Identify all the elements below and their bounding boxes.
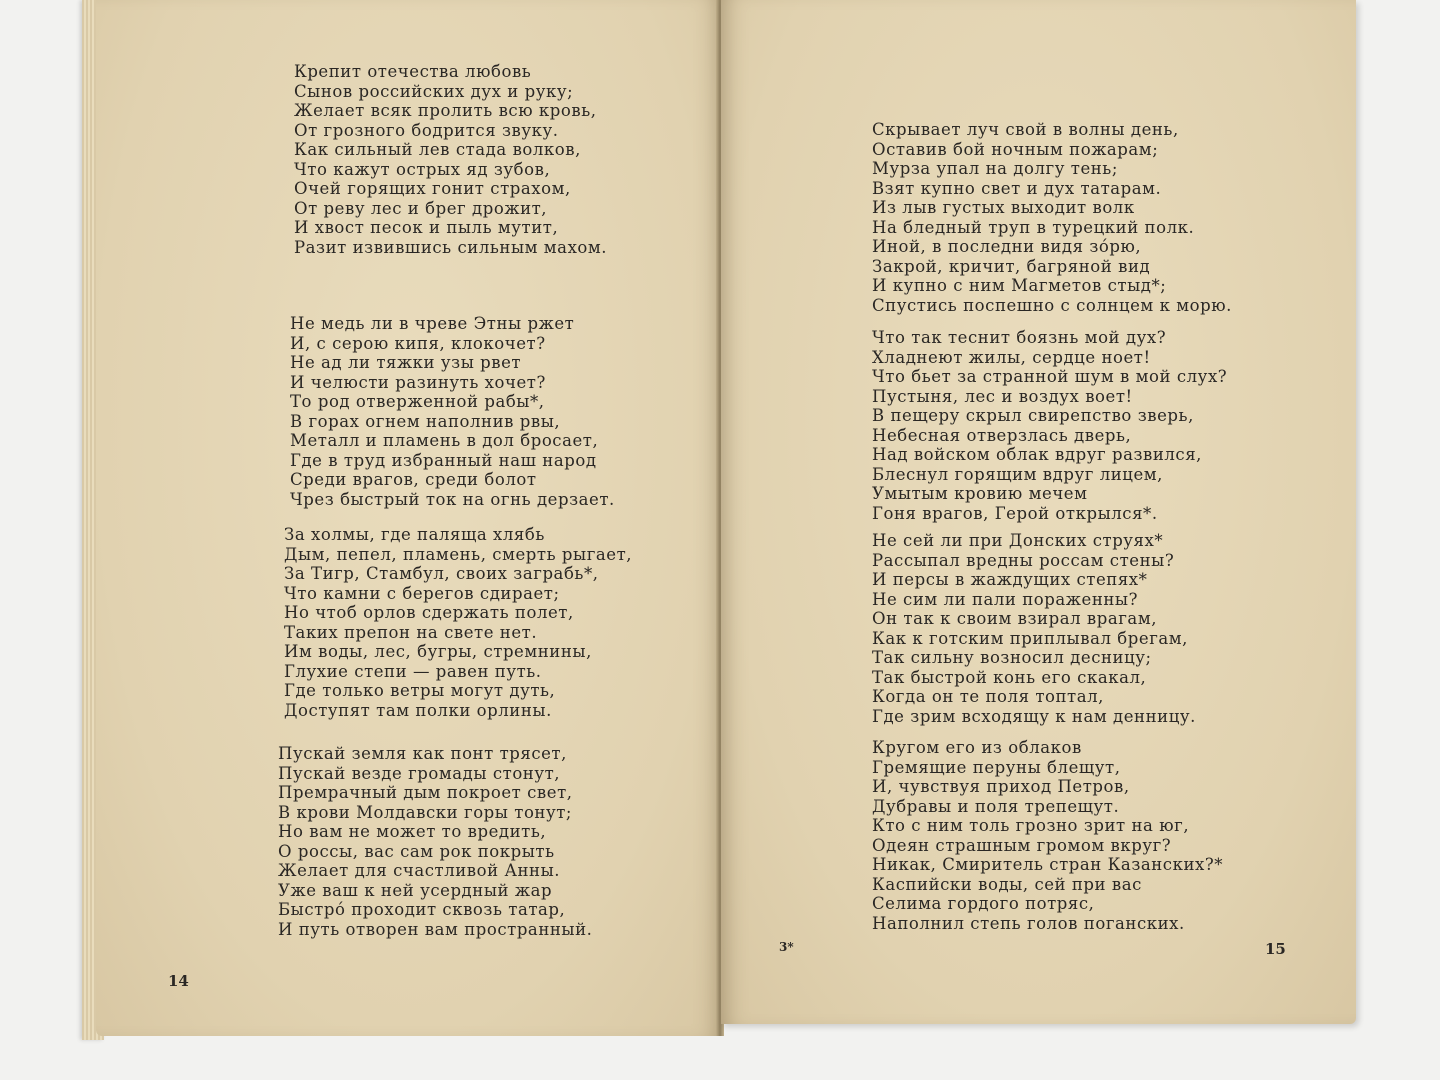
poem-line: Иной, в последни видя зо́рю, (872, 237, 1142, 256)
poem-line: Оставив бой ночным пожарам; (872, 139, 1159, 159)
poem-line: Среди врагов, среди болот (290, 470, 537, 489)
poem-line: Где в труд избранный наш народ (290, 450, 597, 470)
poem-line: Не сей ли при Донских струях* (872, 531, 1164, 550)
poem-line: Спустись поспешно с солнцем к морю. (872, 295, 1232, 315)
poem-line: Взят купно свет и дух татарам. (872, 178, 1162, 198)
poem-line: Что камни с берегов сдирает; (284, 583, 560, 603)
poem-line: Блеснул горящим вдруг лицем, (872, 464, 1163, 484)
poem-line: Доступят там полки орлины. (284, 700, 552, 720)
page-number-right: 15 (1265, 940, 1286, 958)
poem-line: Пускай земля как понт трясет, (278, 744, 567, 763)
poem-line: Как сильный лев стада волков, (294, 140, 581, 159)
poem-line: Не медь ли в чреве Этны ржет (290, 314, 575, 333)
poem-line: От реву лес и брег дрожит, (294, 198, 548, 218)
poem-line: Крепит отечества любовь (294, 62, 532, 81)
poem-line: Сынов российских дух и руку; (294, 81, 574, 101)
poem-line: Небесная отверзлась дверь, (872, 425, 1132, 445)
poem-line: Когда он те поля топтал, (872, 687, 1104, 706)
left-stanza-1 (294, 62, 607, 257)
poem-line: Кто с ним толь грозно зрит на юг, (872, 816, 1190, 835)
poem-line: Уже ваш к ней усердный жар (278, 880, 553, 900)
right-stanza-4 (872, 738, 1223, 933)
poem-line: Быстро́ проходит сквозь татар, (278, 900, 566, 919)
poem-line: И, чувствуя приход Петров, (872, 777, 1130, 796)
page-number-left: 14 (168, 972, 189, 990)
right-page (721, 0, 1356, 1024)
poem-line: Хладнеют жилы, сердце ноет! (872, 347, 1151, 367)
poem-line: И хвост песок и пыль мутит, (294, 218, 559, 237)
left-stanza-4 (278, 744, 592, 939)
poem-line: Над войском облак вдруг развился, (872, 445, 1202, 464)
poem-line: Как к готским приплывал брегам, (872, 628, 1188, 648)
left-stanza-3 (284, 525, 632, 720)
poem-line: Никак, Смиритель стран Казанских?* (872, 855, 1224, 874)
poem-line: От грозного бодрится звуку. (294, 120, 559, 140)
poem-line: Рассыпал вредны россам стены? (872, 550, 1175, 570)
left-page (96, 0, 721, 1036)
poem-line: Одеян страшным громом вкруг? (872, 835, 1172, 855)
poem-line: Металл и пламень в дол бросает, (290, 431, 599, 450)
poem-line: Где зрим всходящу к нам денницу. (872, 706, 1196, 726)
right-stanza-2 (872, 328, 1227, 523)
signature-mark: 3* (779, 940, 794, 954)
poem-line: Не сим ли пали пораженны? (872, 589, 1138, 609)
poem-line: Желает для счастливой Анны. (278, 861, 561, 880)
poem-line: Кругом его из облаков (872, 738, 1082, 757)
poem-line: То род отверженной рабы*, (290, 392, 545, 411)
poem-line: Не ад ли тяжки узы рвет (290, 353, 522, 372)
poem-line: Им воды, лес, бугры, стремнины, (284, 642, 592, 661)
poem-line: Умытым кровию мечем (872, 484, 1088, 503)
poem-line: Так сильну возносил десницу; (872, 648, 1152, 667)
poem-line: Где только ветры могут дуть, (284, 681, 556, 700)
poem-line: Он так к своим взирал врагам, (872, 609, 1158, 628)
poem-line: На бледный труп в турецкий полк. (872, 217, 1195, 237)
poem-line: Пускай везде громады стонут, (278, 763, 561, 783)
poem-line: Дубравы и поля трепещут. (872, 796, 1120, 816)
poem-line: Глухие степи — равен путь. (284, 661, 542, 681)
left-stanza-2 (290, 314, 615, 509)
poem-line: Дым, пепел, пламень, смерть рыгает, (284, 544, 633, 564)
poem-line: Закрой, кричит, багряной вид (872, 256, 1151, 276)
poem-line: За холмы, где паляща хлябь (284, 525, 545, 544)
poem-line: Очей горящих гонит страхом, (294, 179, 571, 198)
poem-line: В пещеру скрыл свирепство зверь, (872, 406, 1194, 425)
poem-line: Скрывает луч свой в волны день, (872, 120, 1179, 139)
poem-line: Селима гордого потряс, (872, 894, 1095, 913)
right-stanza-1 (872, 120, 1232, 315)
poem-line: Наполнил степь голов поганских. (872, 913, 1185, 933)
poem-line: И персы в жаждущих степях* (872, 570, 1148, 589)
poem-line: И путь отворен вам пространный. (278, 919, 593, 939)
poem-line: В горах огнем наполнив рвы, (290, 411, 561, 431)
poem-line: Мурза упал на долгу тень; (872, 159, 1118, 178)
poem-line: Что кажут острых яд зубов, (294, 159, 551, 179)
poem-line: Что так теснит боязнь мой дух? (872, 328, 1167, 347)
poem-line: И купно с ним Магметов стыд*; (872, 276, 1167, 295)
poem-line: Пустыня, лес и воздух воет! (872, 386, 1133, 406)
poem-line: Желает всяк пролить всю кровь, (294, 101, 597, 120)
poem-line: Так быстрой конь его скакал, (872, 667, 1147, 687)
poem-line: О россы, вас сам рок покрыть (278, 841, 555, 861)
poem-line: И, с серою кипя, клокочет? (290, 333, 546, 353)
poem-line: Из лыв густых выходит волк (872, 198, 1135, 217)
poem-line: Гремящие перуны блещут, (872, 757, 1121, 777)
poem-line: Разит извившись сильным махом. (294, 237, 608, 257)
poem-line: Каспийски воды, сей при вас (872, 874, 1142, 894)
poem-line: Но чтоб орлов сдержать полет, (284, 603, 574, 622)
poem-line: Чрез быстрый ток на огнь дерзает. (290, 489, 615, 509)
right-stanza-3 (872, 531, 1196, 726)
poem-line: Гоня врагов, Герой открылся*. (872, 503, 1158, 523)
poem-line: Таких препон на свете нет. (284, 622, 538, 642)
poem-line: Но вам не может то вредить, (278, 822, 547, 841)
poem-line: В крови Молдавски горы тонут; (278, 802, 573, 822)
poem-line: Что бьет за странной шум в мой слух? (872, 367, 1228, 386)
poem-line: За Тигр, Стамбул, своих заграбь*, (284, 564, 599, 583)
poem-line: И челюсти разинуть хочет? (290, 372, 546, 392)
poem-line: Премрачный дым покроет свет, (278, 783, 573, 802)
